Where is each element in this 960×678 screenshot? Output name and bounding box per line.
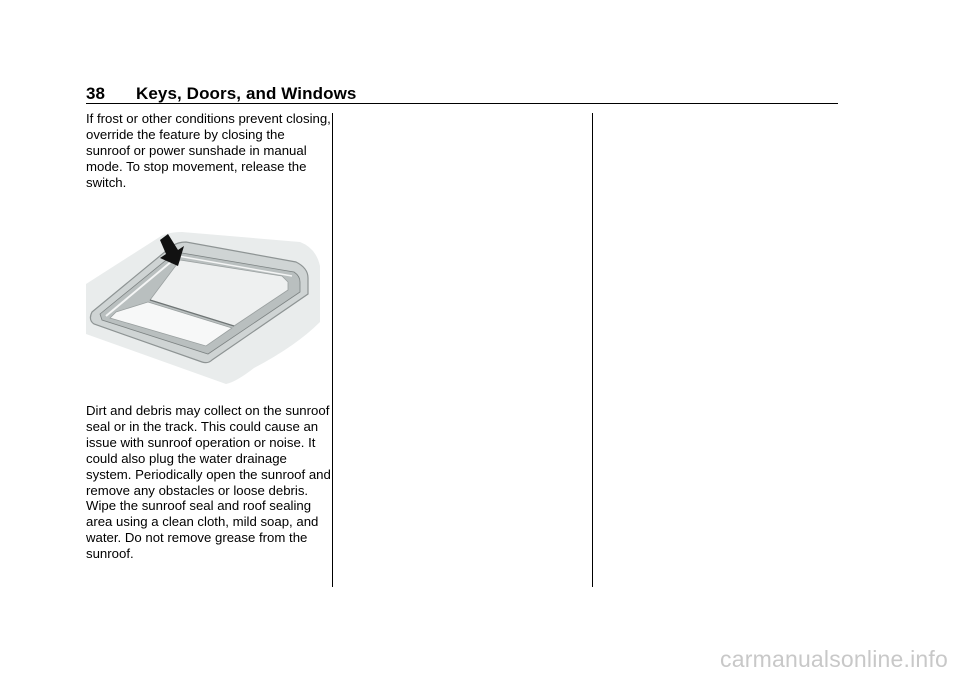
footer-watermark[interactable]: carmanualsonline.info	[720, 646, 948, 672]
page-header	[86, 84, 838, 104]
sunroof-illustration-icon	[86, 226, 320, 386]
column-divider-1	[332, 113, 333, 587]
paragraph-frost-override: If frost or other conditions prevent closing, override the feature by closing the sunroof or power sunshade in manual mode. To stop movement, release the switch.	[86, 111, 331, 190]
page-number: 38	[86, 84, 106, 103]
header-rule	[86, 103, 838, 104]
paragraph-debris-cleaning: Dirt and debris may collect on the sunroof seal or in the track. This could cause an issue with sunroof operation or noise. It could also plug the water drainage system. Periodically open the sunroof and remove any obstacles or loose debris. Wipe the sunroof seal and roof sealing area using a clean cloth, mild soap, and water. Do not remove grease from the sunroof.	[86, 403, 331, 562]
column-divider-2	[592, 113, 593, 587]
section-title: Keys, Doors, and Windows	[136, 84, 357, 103]
